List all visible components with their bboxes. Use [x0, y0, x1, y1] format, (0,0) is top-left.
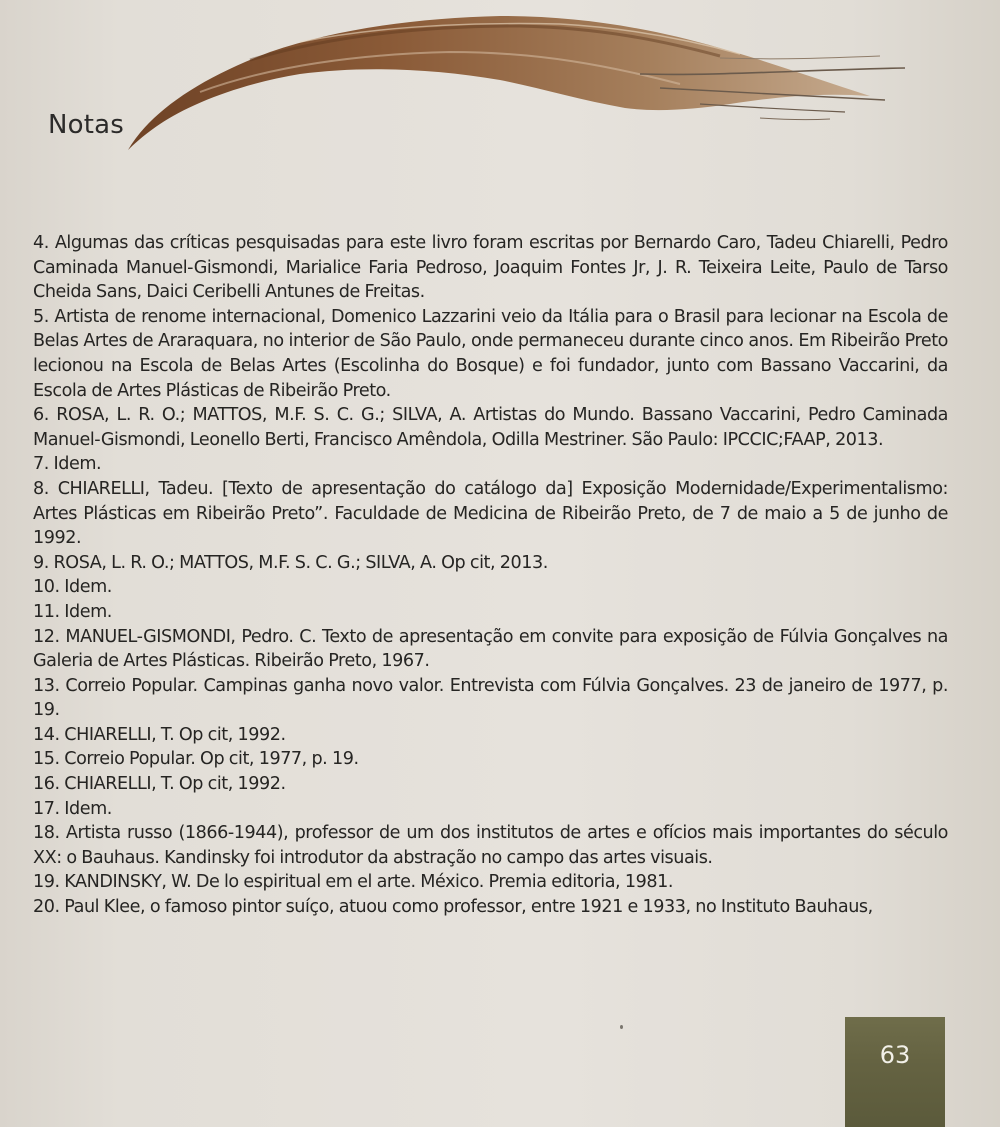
- note-item: 12. MANUEL-GISMONDI, Pedro. C. Texto de apresentação em convite para exposição de Fúlvia Gonçalves na Galeria de Artes Plásticas. Ribeirão Preto, 1967.: [33, 626, 948, 672]
- note-item: 20. Paul Klee, o famoso pintor suíço, atuou como professor, entre 1921 e 1933, no Instituto Bauhaus,: [33, 897, 873, 918]
- note-item: 14. CHIARELLI, T. Op cit, 1992.: [33, 724, 286, 745]
- note-item: 6. ROSA, L. R. O.; MATTOS, M.F. S. C. G.; SILVA, A. Artistas do Mundo. Bassano Vaccarini, Pedro Caminada Manuel-Gismondi, Leonello Berti, Francisco Amêndola, Odilla Mestriner. São Paulo: IPCCIC;FAAP, 2013.: [33, 405, 948, 450]
- page-number-tab: [845, 1017, 945, 1127]
- print-speck: [620, 1025, 623, 1029]
- notes-list: [33, 231, 948, 920]
- section-title: Notas: [48, 110, 125, 140]
- note-item: 8. CHIARELLI, Tadeu. [Texto de apresentação do catálogo da] Exposição Modernidade/Experimentalismo: Artes Plásticas em Ribeirão Preto”. Faculdade de Medicina de Ribeirão Preto, de 7 de maio a 5 de junho de 1992.: [33, 478, 948, 549]
- note-item: 13. Correio Popular. Campinas ganha novo valor. Entrevista com Fúlvia Gonçalves. 23 de janeiro de 1977, p. 19.: [33, 675, 948, 721]
- brush-stroke-decoration: [0, 0, 1000, 180]
- note-item: 7. Idem.: [33, 454, 102, 475]
- note-item: 18. Artista russo (1866-1944), professor de um dos institutos de artes e ofícios mais importantes do século XX: o Bauhaus. Kandinsky foi introdutor da abstração no campo das artes visuais.: [33, 823, 948, 868]
- note-item: 19. KANDINSKY, W. De lo espiritual em el arte. México. Premia editoria, 1981.: [33, 872, 673, 893]
- note-item: 4. Algumas das críticas pesquisadas para este livro foram escritas por Bernardo Caro, Tadeu Chiarelli, Pedro Caminada Manuel-Gismondi, Marialice Faria Pedroso, Joaquim Fontes Jr, J. R. Teixeira Leite, Paulo de Tarso Cheida Sans, Daici Ceribelli Antunes de Freitas.: [33, 233, 948, 303]
- note-item: 11. Idem.: [33, 601, 112, 622]
- note-item: 17. Idem.: [33, 798, 112, 819]
- note-item: 5. Artista de renome internacional, Domenico Lazzarini veio da Itália para o Brasil para lecionar na Escola de Belas Artes de Araraquara, no interior de São Paulo, onde permaneceu durante cinco anos. Em Ribeirão Preto lecionou na Escola de Belas Artes (Escolinha do Bosque) e foi fundador, junto com Bassano Vaccarini, da Escola de Artes Plásticas de Ribeirão Preto.: [33, 306, 948, 401]
- note-item: 15. Correio Popular. Op cit, 1977, p. 19.: [33, 749, 359, 770]
- page-number: 63: [879, 1041, 911, 1069]
- note-item: 10. Idem.: [33, 577, 112, 598]
- note-item: 16. CHIARELLI, T. Op cit, 1992.: [33, 774, 286, 795]
- note-item: 9. ROSA, L. R. O.; MATTOS, M.F. S. C. G.; SILVA, A. Op cit, 2013.: [33, 552, 548, 573]
